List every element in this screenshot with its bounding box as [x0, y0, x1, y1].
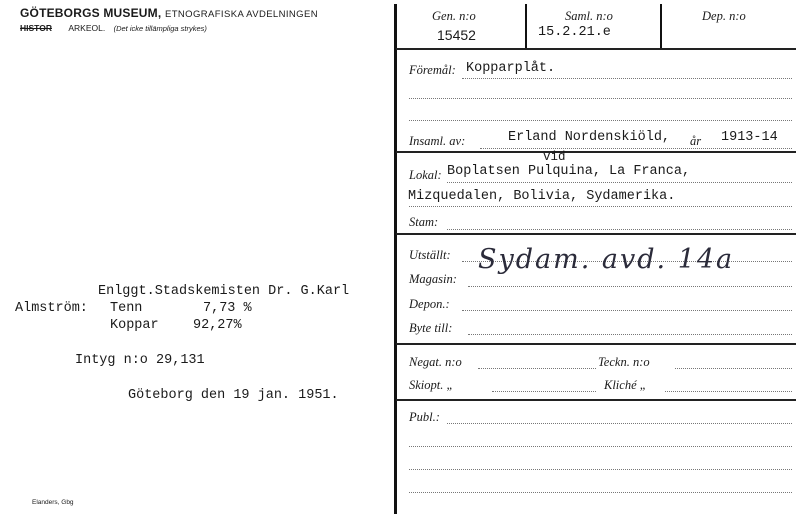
insaml-label: Insaml. av: — [409, 134, 466, 148]
magasin-handwriting: Sydam. avd. 14a — [478, 244, 735, 275]
statement-line1: Enlggt.Stadskemisten Dr. G.Karl — [98, 284, 350, 299]
certificate-number: Intyg n:o 29,131 — [75, 353, 205, 368]
kliche-label: Kliché „ — [604, 378, 647, 392]
lokal-label: Lokal: — [409, 168, 442, 182]
kliche-line — [665, 391, 792, 392]
publ-line-2 — [409, 446, 792, 447]
museum-name: GÖTEBORGS MUSEUM, — [20, 6, 162, 20]
metal2-name: Koppar — [110, 318, 159, 333]
stam-label: Stam: — [409, 215, 439, 229]
teckn-line — [675, 368, 792, 369]
dep-number-label: Dep. n:o — [702, 9, 746, 23]
skiopt-line — [492, 391, 596, 392]
section-rule-4 — [396, 399, 796, 401]
section-rule-2 — [396, 233, 796, 235]
department-subheader — [20, 23, 207, 33]
lokal-line — [447, 182, 792, 183]
year-label: år — [690, 134, 702, 148]
saml-number-value: 15.2.21.e — [538, 25, 611, 40]
struck-word: HISTOR — [20, 23, 52, 33]
gen-number-label: Gen. n:o — [432, 9, 476, 23]
lokal-value-line1: Boplatsen Pulquina, La Franca, — [447, 164, 691, 179]
foremal-label: Föremål: — [409, 63, 456, 77]
metal1-name: Tenn — [110, 301, 143, 316]
section-rule-3 — [396, 343, 796, 345]
section-rule-1 — [396, 151, 796, 153]
byte-line — [468, 334, 792, 335]
foremal-value: Kopparplåt. — [466, 61, 556, 76]
year-value: 1913-14 — [721, 130, 778, 145]
foremal-line-2 — [409, 98, 792, 99]
foremal-line — [462, 78, 792, 79]
negat-line — [478, 368, 596, 369]
negat-label: Negat. n:o — [409, 355, 462, 369]
header-divider-2 — [660, 4, 662, 48]
panel-left-border — [394, 4, 397, 514]
skiopt-label: Skiopt. „ — [409, 378, 454, 392]
utstallt-label: Utställt: — [409, 248, 451, 262]
strike-note: (Det icke tillämpliga strykes) — [113, 24, 207, 33]
header-rule — [396, 48, 796, 50]
depon-line — [462, 310, 792, 311]
department-name: ETNOGRAFISKA AVDELNINGEN — [164, 9, 318, 20]
publ-label: Publ.: — [409, 410, 440, 424]
gen-number-value: 15452 — [437, 27, 476, 43]
museum-header — [20, 6, 318, 20]
vid-insertion: vid — [543, 150, 566, 164]
teckn-label: Teckn. n:o — [598, 355, 650, 369]
lokal-value-line2: Mizquedalen, Bolivia, Sydamerika. — [408, 189, 676, 204]
saml-number-label: Saml. n:o — [565, 9, 613, 23]
header-divider-1 — [525, 4, 527, 48]
byte-label: Byte till: — [409, 321, 453, 335]
metal2-value: 92,27% — [193, 318, 242, 333]
stam-line — [447, 229, 792, 230]
printer-mark: Elanders, Gbg — [32, 499, 74, 506]
foremal-line-3 — [409, 120, 792, 121]
depon-label: Depon.: — [409, 297, 450, 311]
insaml-line — [480, 148, 792, 149]
publ-line-3 — [409, 469, 792, 470]
magasin-line — [468, 286, 792, 287]
place-date: Göteborg den 19 jan. 1951. — [128, 388, 339, 403]
analyst-name: Almström: — [15, 301, 88, 316]
publ-line-1 — [447, 423, 792, 424]
lokal-line-2 — [409, 206, 792, 207]
insaml-value: Erland Nordenskiöld, — [508, 130, 671, 145]
magasin-label: Magasin: — [409, 272, 457, 286]
metal1-value: 7,73 % — [203, 301, 252, 316]
archaeology-label: ARKEOL. — [68, 23, 106, 33]
publ-line-4 — [409, 492, 792, 493]
